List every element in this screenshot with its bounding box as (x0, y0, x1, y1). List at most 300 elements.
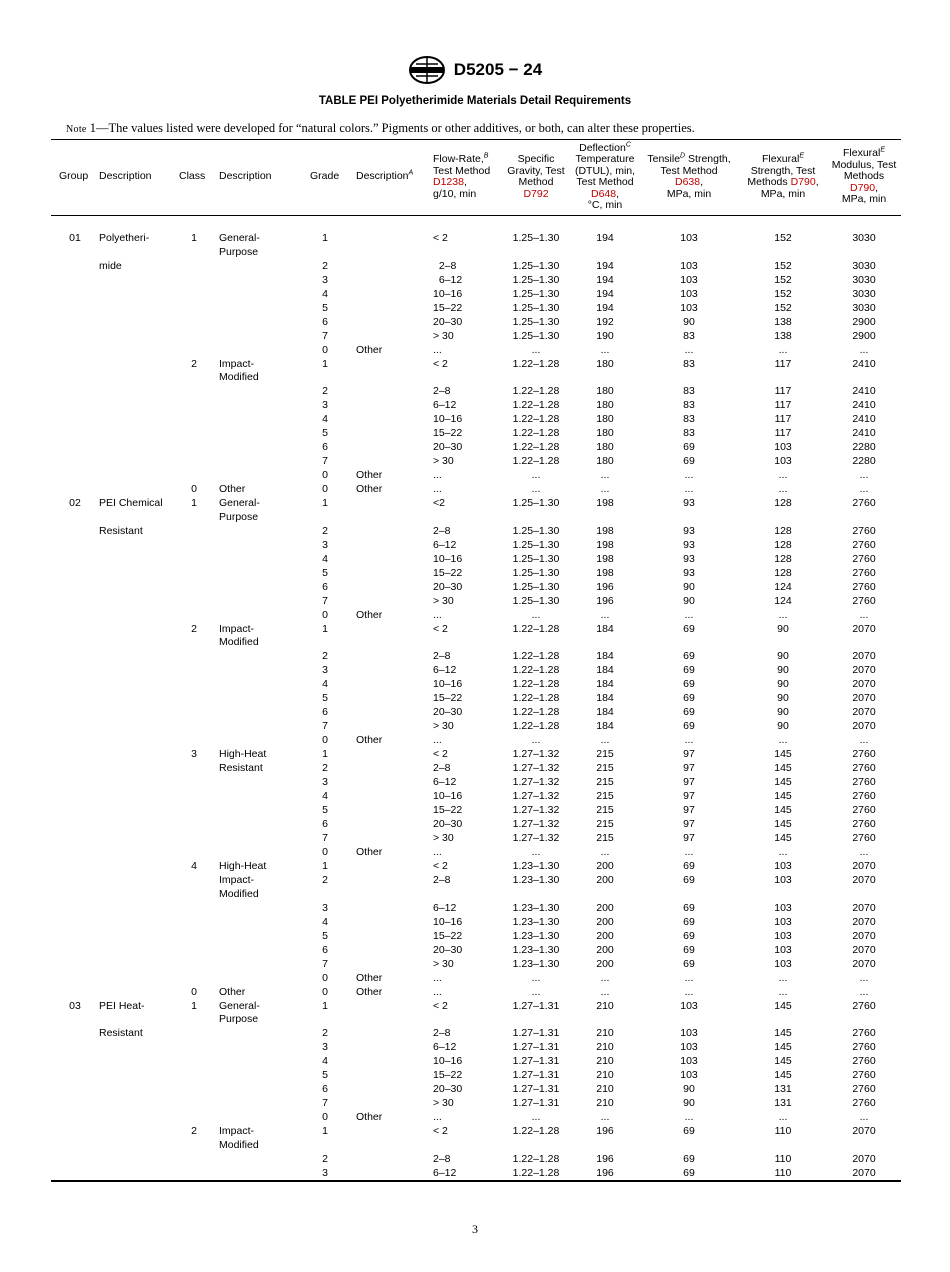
cell-tensile: 69 (683, 706, 695, 718)
cell-dtul: 200 (596, 943, 614, 956)
table-row (51, 553, 901, 567)
cell-dtul: ... (600, 469, 610, 481)
cell-grade: 0 (322, 483, 328, 495)
cell-tensile: 97 (683, 748, 695, 760)
table-note (66, 121, 695, 136)
note-number: 1 (86, 121, 97, 135)
cell-flexural-modulus: ... (859, 1111, 869, 1123)
cell-flow-rate: > 30 (433, 832, 454, 844)
cell-specific-gravity: 1.25–1.30 (512, 232, 560, 244)
cell-specific-gravity: 1.22–1.28 (512, 622, 560, 635)
col-flexural-modulus: Flexural$^E$ Modulus, Test Methods D790, MPa, min (831, 146, 897, 206)
cell-flexural-modulus: ... (859, 985, 869, 998)
cell-tensile: 103 (680, 1041, 698, 1053)
table-row (51, 260, 901, 274)
cell-flexural-strength: 152 (774, 301, 792, 314)
cell-flexural-modulus: 2070 (852, 915, 876, 928)
cell-flexural-modulus: ... (859, 343, 869, 356)
cell-flexural-modulus: 2070 (852, 664, 876, 676)
cell-tensile: 97 (683, 776, 695, 788)
cell-flow-rate: ... (433, 846, 442, 858)
cell-grade: 0 (322, 846, 328, 858)
cell-flexural-strength: 145 (774, 832, 792, 844)
cell-dtul: 215 (596, 804, 614, 816)
table-row (51, 427, 901, 441)
cell-dtul: 184 (596, 664, 614, 676)
cell-tensile: 69 (683, 664, 695, 676)
cell-class-description: High-Heat (219, 860, 267, 872)
cell-flexural-strength: 145 (774, 776, 792, 788)
cell-dtul: 215 (596, 832, 614, 844)
cell-specific-gravity: 1.22–1.28 (512, 1152, 560, 1165)
cell-flow-rate: 15–22 (433, 804, 463, 816)
cell-description: Resistant (99, 1027, 143, 1039)
cell-flow-rate: ... (433, 1111, 442, 1123)
cell-flexural-strength: 110 (774, 1125, 792, 1137)
cell-grade: 0 (322, 608, 328, 621)
cell-flow-rate: 20–30 (433, 315, 463, 328)
cell-specific-gravity: 1.27–1.32 (512, 762, 560, 774)
cell-grade-description: Other (356, 469, 383, 481)
cell-flexural-modulus: 3030 (852, 232, 876, 244)
cell-tensile: 93 (683, 566, 695, 579)
cell-grade: 0 (322, 971, 328, 984)
table-header-rule (51, 215, 901, 216)
cell-tensile: 83 (683, 385, 695, 397)
cell-dtul: 184 (596, 706, 614, 718)
cell-flow-rate: 10–16 (433, 287, 463, 300)
cell-grade: 7 (322, 455, 328, 467)
table-row (51, 804, 901, 818)
table-row (51, 385, 901, 399)
cell-class: 3 (191, 748, 197, 760)
cell-grade: 5 (322, 301, 328, 314)
table-row (51, 274, 901, 288)
cell-grade-description: Other (356, 483, 383, 495)
cell-flow-rate: 2–8 (433, 1027, 451, 1039)
cell-specific-gravity: ... (531, 985, 541, 998)
cell-grade: 7 (322, 329, 328, 342)
cell-flexural-modulus: 2410 (852, 413, 876, 425)
cell-dtul: 196 (596, 580, 614, 593)
cell-grade: 0 (322, 343, 328, 356)
table-row (51, 930, 901, 944)
col-group: Group (59, 170, 89, 183)
cell-class: 0 (191, 483, 197, 495)
cell-dtul: 210 (596, 1069, 614, 1081)
cell-flow-rate: ... (433, 971, 442, 984)
table-row (51, 902, 901, 916)
cell-dtul: 200 (596, 874, 614, 886)
col-description: Description (99, 170, 152, 183)
table-row (51, 734, 901, 748)
cell-specific-gravity: 1.23–1.30 (512, 901, 560, 914)
cell-dtul: 194 (596, 301, 614, 314)
cell-grade: 1 (322, 860, 328, 872)
cell-specific-gravity: 1.22–1.28 (512, 399, 560, 411)
cell-class-description: High-Heat (219, 748, 267, 760)
cell-flexural-modulus: 2070 (852, 901, 876, 914)
cell-flexural-strength: 152 (774, 259, 792, 272)
cell-flexural-strength: 117 (774, 385, 792, 397)
cell-flexural-strength: 110 (774, 1152, 792, 1165)
cell-flexural-strength: 90 (777, 664, 789, 676)
table-row (51, 344, 901, 358)
page-header (0, 55, 950, 90)
cell-flow-rate: ... (433, 608, 442, 621)
cell-grade: 3 (322, 273, 328, 286)
cell-dtul: 215 (596, 748, 614, 760)
cell-description: PEI Heat- (99, 999, 145, 1012)
cell-flexural-strength: 124 (774, 580, 792, 593)
cell-flexural-modulus: 2410 (852, 385, 876, 397)
cell-class: 2 (191, 1125, 197, 1137)
table-row (51, 232, 901, 260)
cell-flexural-modulus: 2070 (852, 860, 876, 872)
cell-tensile: 97 (683, 832, 695, 844)
table-top-rule (51, 139, 901, 140)
cell-specific-gravity: 1.22–1.28 (512, 455, 560, 467)
cell-grade: 2 (322, 650, 328, 662)
table-row (51, 986, 901, 1000)
cell-flexural-modulus: 2760 (852, 580, 876, 593)
cell-dtul: 210 (596, 1083, 614, 1095)
cell-flow-rate: 10–16 (433, 1055, 463, 1067)
cell-specific-gravity: 1.22–1.28 (512, 692, 560, 704)
cell-flow-rate: 2–8 (433, 762, 451, 774)
cell-grade-description: Other (356, 343, 383, 356)
cell-flow-rate: < 2 (433, 748, 448, 760)
cell-flexural-modulus: 2070 (852, 1152, 876, 1165)
table-row (51, 692, 901, 706)
cell-flow-rate: > 30 (433, 455, 454, 467)
cell-flexural-modulus: 2760 (852, 790, 876, 802)
cell-flow-rate: 2–8 (433, 524, 451, 537)
table-row (51, 455, 901, 469)
table-row (51, 469, 901, 483)
cell-flow-rate: > 30 (433, 720, 454, 732)
cell-grade: 0 (322, 734, 328, 746)
cell-flexural-strength: 117 (774, 413, 792, 425)
cell-dtul: 180 (596, 357, 614, 370)
cell-flow-rate: < 2 (433, 1125, 448, 1137)
cell-specific-gravity: 1.22–1.28 (512, 385, 560, 397)
cell-dtul: ... (600, 985, 610, 998)
cell-tensile: 83 (683, 357, 695, 370)
cell-specific-gravity: 1.22–1.28 (512, 678, 560, 690)
table-row (51, 720, 901, 734)
cell-dtul: 184 (596, 650, 614, 662)
cell-flexural-modulus: 2760 (852, 1069, 876, 1081)
cell-flexural-modulus: ... (859, 846, 869, 858)
cell-flexural-modulus: 2760 (852, 566, 876, 579)
cell-grade: 1 (322, 1125, 328, 1137)
table-row (51, 1083, 901, 1097)
col-flow-rate: Flow-Rate,$^B$ Test Method D1238, g/10, min (433, 152, 491, 200)
cell-flexural-strength: 128 (774, 552, 792, 565)
cell-specific-gravity: 1.25–1.30 (512, 273, 560, 286)
cell-specific-gravity: 1.25–1.30 (512, 287, 560, 300)
cell-flexural-strength: ... (778, 971, 788, 984)
cell-specific-gravity: 1.22–1.28 (512, 357, 560, 370)
cell-specific-gravity: ... (531, 734, 541, 746)
cell-tensile: 83 (683, 399, 695, 411)
cell-grade: 4 (322, 287, 328, 300)
cell-flexural-strength: 103 (774, 901, 792, 914)
cell-flexural-modulus: 2410 (852, 399, 876, 411)
cell-specific-gravity: 1.27–1.31 (512, 1041, 560, 1053)
cell-tensile: 69 (683, 1152, 695, 1165)
cell-flexural-strength: 128 (774, 524, 792, 537)
cell-flow-rate: 20–30 (433, 580, 463, 593)
cell-flexural-modulus: 2070 (852, 1166, 876, 1179)
cell-dtul: 196 (596, 1166, 614, 1179)
cell-class-description: Impact- Modified (219, 622, 259, 648)
cell-dtul: ... (600, 734, 610, 746)
cell-grade-description: Other (356, 985, 383, 998)
cell-flexural-modulus: 2070 (852, 929, 876, 942)
cell-grade: 1 (322, 622, 328, 635)
cell-flexural-strength: 103 (774, 957, 792, 970)
cell-flow-rate: ... (433, 343, 442, 356)
cell-grade-description: Other (356, 1111, 383, 1123)
cell-tensile: 93 (683, 552, 695, 565)
cell-flexural-modulus: 2760 (852, 1083, 876, 1095)
cell-specific-gravity: 1.27–1.31 (512, 1055, 560, 1067)
cell-flexural-modulus: 2070 (852, 957, 876, 970)
cell-flexural-modulus: 2760 (852, 552, 876, 565)
astm-logo-icon (408, 55, 446, 85)
cell-class: 4 (191, 860, 197, 872)
cell-flexural-strength: ... (778, 469, 788, 481)
table-row (51, 413, 901, 427)
cell-tensile: 103 (680, 273, 698, 286)
cell-group: 01 (69, 232, 81, 244)
cell-specific-gravity: ... (531, 608, 541, 621)
cell-tensile: 103 (680, 1069, 698, 1081)
cell-specific-gravity: 1.27–1.31 (512, 1027, 560, 1039)
cell-flexural-strength: 90 (777, 650, 789, 662)
cell-grade: 5 (322, 566, 328, 579)
cell-flexural-strength: 90 (777, 678, 789, 690)
cell-specific-gravity: 1.22–1.28 (512, 427, 560, 439)
cell-class-description: Impact- Modified (219, 1125, 259, 1151)
cell-flexural-modulus: 2760 (852, 497, 876, 509)
cell-grade: 0 (322, 985, 328, 998)
cell-grade: 6 (322, 1083, 328, 1095)
note-label: Note (66, 124, 87, 135)
cell-dtul: 215 (596, 762, 614, 774)
cell-flow-rate: <2 (433, 497, 445, 509)
cell-tensile: 90 (683, 580, 695, 593)
cell-flexural-strength: 103 (774, 860, 792, 872)
cell-dtul: 200 (596, 901, 614, 914)
cell-class-description: Resistant (219, 762, 263, 774)
cell-tensile: ... (684, 343, 694, 356)
cell-dtul: 194 (596, 273, 614, 286)
cell-flexural-strength: 128 (774, 566, 792, 579)
cell-flow-rate: 6–12 (433, 538, 457, 551)
cell-tensile: 97 (683, 762, 695, 774)
cell-description: Polyetheri- (99, 232, 150, 244)
cell-specific-gravity: 1.22–1.28 (512, 650, 560, 662)
cell-specific-gravity: 1.25–1.30 (512, 329, 560, 342)
cell-grade-description: Other (356, 608, 383, 621)
table-row (51, 302, 901, 316)
cell-grade: 5 (322, 929, 328, 942)
page-number: 3 (472, 1222, 478, 1236)
cell-tensile: 69 (683, 1166, 695, 1179)
cell-tensile: 69 (683, 901, 695, 914)
cell-dtul: 210 (596, 1097, 614, 1109)
cell-specific-gravity: 1.22–1.28 (512, 413, 560, 425)
cell-flexural-modulus: 2070 (852, 622, 876, 635)
cell-specific-gravity: 1.27–1.32 (512, 790, 560, 802)
col-specific-gravity: Specific Gravity, Test Method D792 (507, 153, 565, 200)
cell-dtul: 210 (596, 999, 614, 1012)
cell-flow-rate: 2–8 (433, 650, 451, 662)
cell-tensile: 97 (683, 804, 695, 816)
cell-flexural-modulus: 2070 (852, 692, 876, 704)
cell-grade: 2 (322, 1152, 328, 1165)
cell-flexural-modulus: 2070 (852, 874, 876, 886)
cell-flexural-modulus: 2760 (852, 1055, 876, 1067)
cell-grade: 3 (322, 1166, 328, 1179)
cell-flexural-strength: 145 (774, 818, 792, 830)
cell-tensile: 69 (683, 692, 695, 704)
cell-grade: 0 (322, 469, 328, 481)
table-row (51, 650, 901, 664)
cell-tensile: 93 (683, 524, 695, 537)
cell-specific-gravity: 1.27–1.32 (512, 832, 560, 844)
cell-specific-gravity: 1.27–1.32 (512, 804, 560, 816)
cell-grade-description: Other (356, 846, 383, 858)
cell-specific-gravity: 1.23–1.30 (512, 957, 560, 970)
cell-flow-rate: 6–12 (433, 776, 457, 788)
cell-tensile: 90 (683, 594, 695, 607)
cell-dtul: ... (600, 971, 610, 984)
cell-tensile: 69 (683, 455, 695, 467)
cell-tensile: ... (684, 608, 694, 621)
cell-flexural-modulus: 2760 (852, 762, 876, 774)
cell-class: 1 (191, 999, 197, 1012)
cell-grade: 3 (322, 901, 328, 914)
cell-specific-gravity: 1.22–1.28 (512, 664, 560, 676)
cell-dtul: 200 (596, 929, 614, 942)
cell-flow-rate: 2–8 (433, 259, 457, 272)
cell-specific-gravity: 1.25–1.30 (512, 315, 560, 328)
table-row (51, 1167, 901, 1181)
cell-flexural-strength: 103 (774, 929, 792, 942)
cell-grade: 2 (322, 874, 328, 886)
cell-flow-rate: > 30 (433, 957, 454, 970)
cell-grade: 5 (322, 427, 328, 439)
cell-flow-rate: 2–8 (433, 385, 451, 397)
cell-grade: 0 (322, 1111, 328, 1123)
cell-flow-rate: 6–12 (433, 664, 457, 676)
cell-tensile: ... (684, 734, 694, 746)
cell-group: 02 (69, 497, 81, 509)
cell-flow-rate: ... (433, 734, 442, 746)
cell-flexural-strength: 110 (774, 1166, 792, 1179)
cell-specific-gravity: 1.25–1.30 (512, 594, 560, 607)
cell-specific-gravity: 1.23–1.30 (512, 874, 560, 886)
cell-tensile: 103 (680, 301, 698, 314)
table-row (51, 595, 901, 609)
cell-tensile: 93 (683, 497, 695, 509)
cell-specific-gravity: 1.23–1.30 (512, 943, 560, 956)
cell-grade: 7 (322, 1097, 328, 1109)
cell-dtul: 184 (596, 692, 614, 704)
cell-flexural-modulus: 2070 (852, 720, 876, 732)
cell-grade: 1 (322, 232, 328, 244)
table-row (51, 539, 901, 553)
cell-flexural-modulus: 2760 (852, 524, 876, 537)
table-row (51, 581, 901, 595)
cell-flexural-modulus: 2900 (852, 315, 876, 328)
cell-grade: 2 (322, 524, 328, 537)
cell-flow-rate: 20–30 (433, 706, 463, 718)
cell-specific-gravity: 1.27–1.32 (512, 748, 560, 760)
cell-flow-rate: ... (433, 985, 442, 998)
cell-grade: 1 (322, 999, 328, 1012)
cell-flexural-modulus: 2760 (852, 999, 876, 1012)
cell-specific-gravity: ... (531, 483, 541, 495)
cell-grade: 2 (322, 762, 328, 774)
cell-tensile: 93 (683, 538, 695, 551)
cell-dtul: ... (600, 343, 610, 356)
cell-dtul: 215 (596, 818, 614, 830)
cell-class: 2 (191, 622, 197, 635)
cell-dtul: 196 (596, 1152, 614, 1165)
table-row (51, 790, 901, 804)
cell-specific-gravity: 1.23–1.30 (512, 929, 560, 942)
cell-flow-rate: 2–8 (433, 1152, 451, 1165)
cell-dtul: 196 (596, 1125, 614, 1137)
cell-specific-gravity: ... (531, 846, 541, 858)
cell-flexural-modulus: 3030 (852, 287, 876, 300)
cell-tensile: 69 (683, 720, 695, 732)
table-row (51, 1097, 901, 1111)
table-row (51, 1000, 901, 1028)
cell-dtul: 200 (596, 860, 614, 872)
cell-class-description: Impact- Modified (219, 874, 259, 900)
table-row (51, 497, 901, 525)
cell-flow-rate: 15–22 (433, 1069, 463, 1081)
cell-dtul: 194 (596, 259, 614, 272)
cell-flexural-strength: 145 (774, 1027, 792, 1039)
cell-grade: 5 (322, 692, 328, 704)
cell-flexural-strength: 90 (777, 706, 789, 718)
table-header (51, 141, 901, 213)
cell-flexural-modulus: 3030 (852, 259, 876, 272)
cell-flexural-strength: ... (778, 985, 788, 998)
cell-grade: 1 (322, 497, 328, 509)
table-row (51, 483, 901, 497)
cell-class: 0 (191, 985, 197, 998)
cell-flexural-modulus: 2760 (852, 1097, 876, 1109)
cell-specific-gravity: 1.25–1.30 (512, 538, 560, 551)
table-row (51, 623, 901, 651)
cell-flexural-strength: 138 (774, 315, 792, 328)
cell-specific-gravity: 1.27–1.31 (512, 1097, 560, 1109)
cell-grade-description: Other (356, 971, 383, 984)
cell-specific-gravity: 1.25–1.30 (512, 552, 560, 565)
table-row (51, 1111, 901, 1125)
cell-grade-description: Other (356, 734, 383, 746)
cell-grade: 5 (322, 1069, 328, 1081)
cell-flexural-strength: 152 (774, 273, 792, 286)
